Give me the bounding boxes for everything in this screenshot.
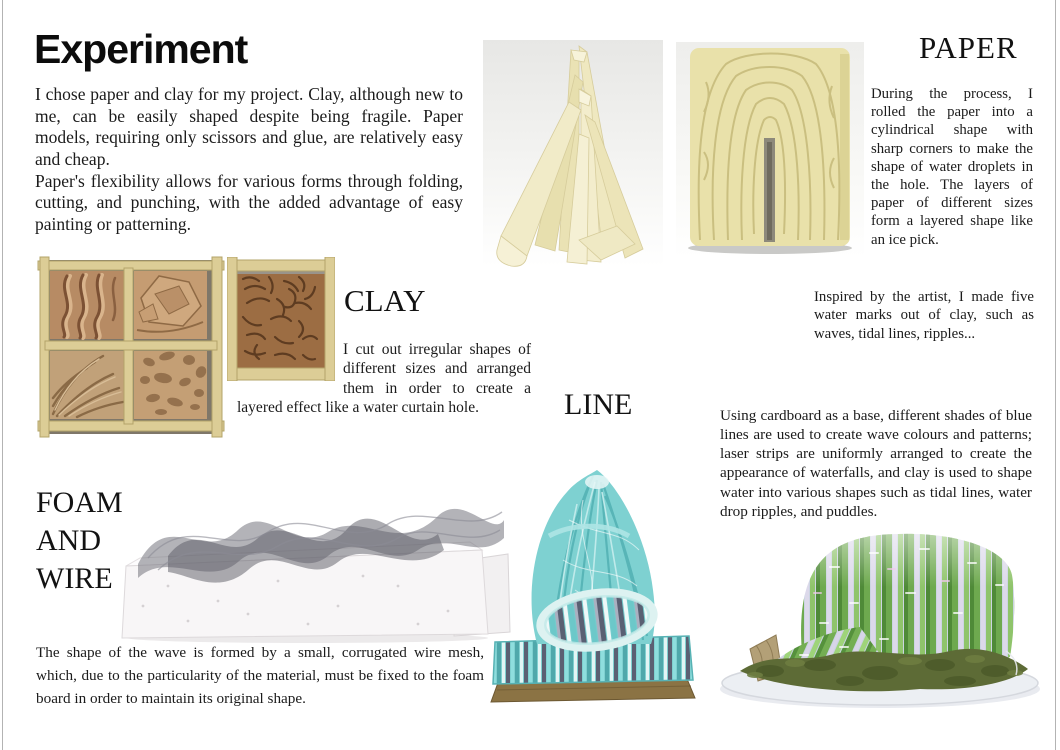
page-title: Experiment <box>34 26 248 72</box>
line-description: Using cardboard as a base, different shades of blue lines are used to create wave colours and patterns; laser strips are uniformly arranged to create the appearance of waterfalls, and clay is used to shape water into various shapes such as tidal lines, water drop ripples, and puddles. <box>720 407 1032 520</box>
foam-and-wire-heading: FOAM AND WIRE <box>36 486 123 595</box>
clay-description: I cut out irregular shapes of different sizes and arranged them in order to create a layered effect like a water curtain hole. <box>237 341 531 417</box>
paper-relief-photo <box>676 42 864 258</box>
page-edge-right <box>1055 0 1056 750</box>
clay-heading: CLAY <box>344 283 426 318</box>
page-edge-left <box>2 0 3 750</box>
paper-heading: PAPER <box>919 30 1018 65</box>
foam-and-wire-photo <box>108 446 512 644</box>
intro-text <box>35 84 463 236</box>
intro-paragraph-2: Paper's flexibility allows for various forms through folding, cutting, and punching, with the added advantage of easy painting or patterning. <box>35 170 463 235</box>
line-heading: LINE <box>564 388 633 421</box>
foam-and-wire-description: The shape of the wave is formed by a small, corrugated wire mesh, which, due to the particularity of the material, must be fixed to the foam board in order to maintain its original shape. <box>36 644 484 707</box>
intro-paragraph-1: I chose paper and clay for my project. Clay, although new to me, can be easily shaped despite being fragile. Paper models, requiring only scissors and glue, are relatively easy and cheap. <box>35 84 463 170</box>
artist-inspiration-note: Inspired by the artist, I made five water marks out of clay, such as waves, tidal lines, ripples... <box>814 289 1034 342</box>
yarn-wave-photo <box>479 440 709 712</box>
paper-description: During the process, I rolled the paper into a cylindrical shape with sharp corners to make the shape of water droplets in the hole. The layers of paper of different sizes form a layered shape like an ice pick. <box>871 86 1033 248</box>
clay-box-photo <box>37 256 225 438</box>
paper-cones-photo <box>483 40 663 267</box>
laser-waterfall-photo <box>710 523 1048 711</box>
clay-text-wrap-spacer <box>237 340 343 382</box>
